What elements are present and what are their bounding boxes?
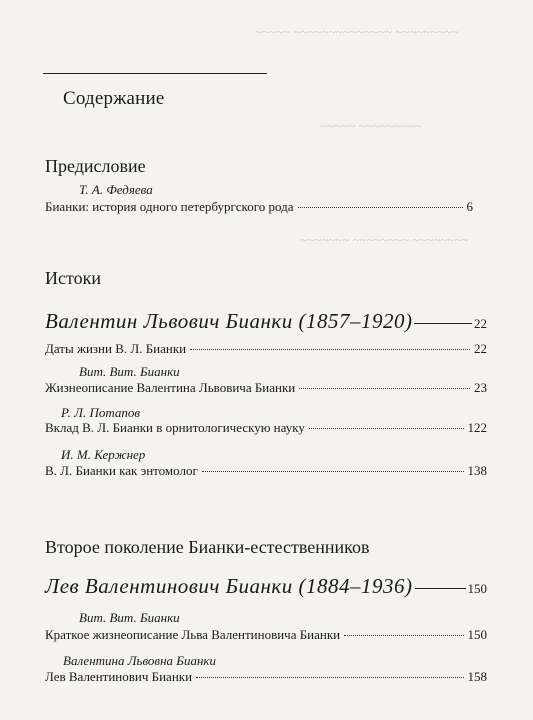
entry-page-number: 122 xyxy=(467,420,487,435)
dot-leader xyxy=(298,207,463,208)
entry-page-number: 158 xyxy=(467,669,487,684)
entry-title: Даты жизни В. Л. Бианки xyxy=(45,341,187,356)
toc-entry[interactable] xyxy=(45,341,487,357)
person-title: Валентин Львович Бианки (1857–1920) xyxy=(45,309,413,333)
entry-title: Бианки: история одного петербургского рода xyxy=(45,199,294,214)
entry-author: Р. Л. Потапов xyxy=(61,405,141,420)
entry-page-number: 23 xyxy=(474,380,487,395)
entry-title: В. Л. Бианки как энтомолог xyxy=(45,463,198,478)
person-title: Лев Валентинович Бианки (1884–1936) xyxy=(45,574,413,598)
dot-leader xyxy=(299,388,470,389)
entry-author: Вит. Вит. Бианки xyxy=(79,610,180,625)
rule-leader xyxy=(414,323,472,324)
entry-page-number: 22 xyxy=(474,341,487,356)
entry-page-number: 138 xyxy=(467,463,487,478)
entry-title: Краткое жизнеописание Льва Валентиновича Бианки xyxy=(45,627,341,642)
toc-entry[interactable] xyxy=(45,199,473,215)
toc-entry-person[interactable] xyxy=(45,309,487,334)
page-title: Содержание xyxy=(63,88,165,109)
toc-entry[interactable] xyxy=(45,627,487,643)
entry-page-number: 6 xyxy=(466,199,473,214)
dot-leader xyxy=(196,677,463,678)
entry-title: Лев Валентинович Бианки xyxy=(45,669,193,684)
entry-page-number: 150 xyxy=(467,581,487,596)
bleed-through-decoration: ~~~~~ ~~~~~~~~~~~~~~ ~~~~~~~~~ xyxy=(255,24,459,39)
dot-leader xyxy=(309,428,464,429)
toc-entry-person[interactable] xyxy=(45,574,487,599)
entry-page-number: 22 xyxy=(474,316,487,331)
section-heading-sources: Истоки xyxy=(45,268,101,288)
toc-entry[interactable] xyxy=(45,380,487,396)
entry-page-number: 150 xyxy=(467,627,487,642)
dot-leader xyxy=(190,349,470,350)
entry-author: Вит. Вит. Бианки xyxy=(79,364,180,379)
entry-title: Жизнеописание Валентина Львовича Бианки xyxy=(45,380,296,395)
top-rule xyxy=(43,73,267,74)
entry-author: Т. А. Федяева xyxy=(79,182,153,197)
bleed-through-decoration: ~~~~~ ~~~~~~~~~ xyxy=(320,118,422,133)
dot-leader xyxy=(202,471,464,472)
section-heading-second-generation: Второе поколение Бианки-естественников xyxy=(45,537,370,557)
toc-entry[interactable] xyxy=(45,669,487,685)
rule-leader xyxy=(415,588,466,589)
toc-entry[interactable] xyxy=(45,420,487,436)
section-heading-preface: Предисловие xyxy=(45,156,146,176)
toc-entry[interactable] xyxy=(45,463,487,479)
entry-author: Валентина Львовна Бианки xyxy=(63,653,216,668)
entry-author: И. М. Кержнер xyxy=(61,447,146,462)
dot-leader xyxy=(344,635,463,636)
bleed-through-decoration: ~~~~~~~ ~~~~~~~~ ~~~~~~~~ xyxy=(300,232,469,247)
entry-title: Вклад В. Л. Бианки в орнитологическую науку xyxy=(45,420,305,435)
